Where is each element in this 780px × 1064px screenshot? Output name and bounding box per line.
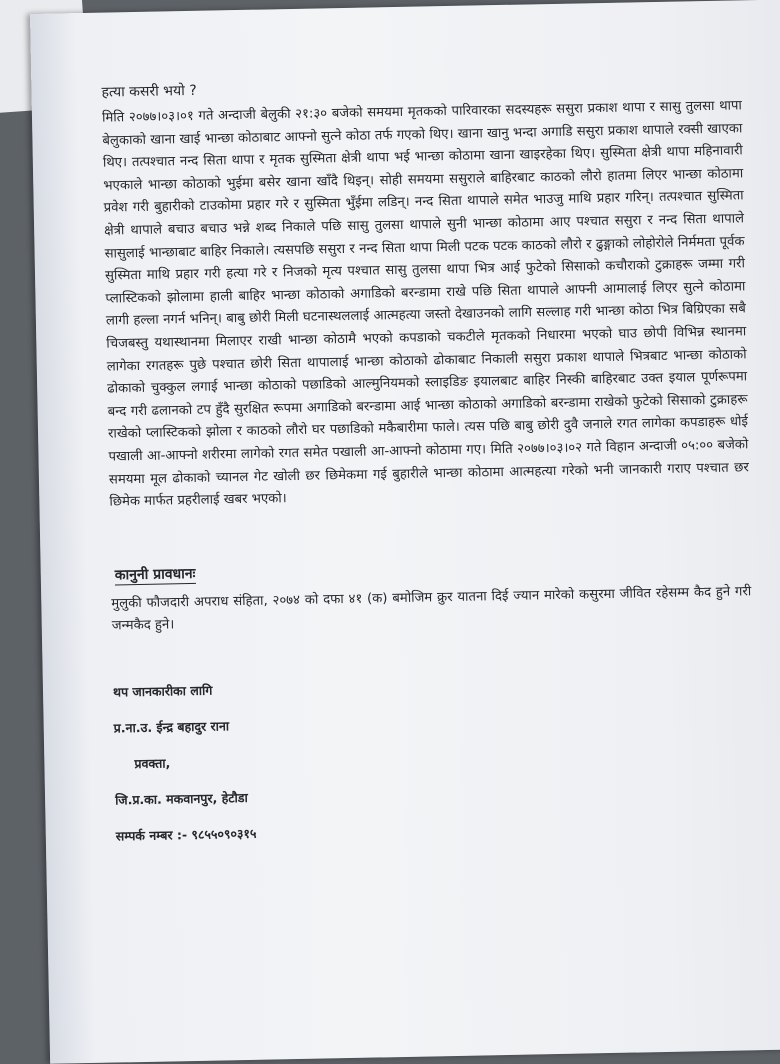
contact-number: सम्पर्क नम्बर :- ९८५५०९०३१५ xyxy=(115,825,257,844)
incident-description: मिति २०७७।०३।०१ गते अन्दाजी बेलुकी २१:३० बजेको समयमा मृतकको पारिवारका सदस्यहरू ससुरा प्रकाश थापा र सासु तुलसा थापा बेलुकाको खाना खाई भान्छा कोठाबाट आफ्नो सुत्ने कोठा तर्फ गएको थिए। खाना खानु भन्दा अगाडि ससुरा प्रकाश थापाले रक्सी खाएका थिए। तत्पश्चात नन्द सिता थापा र मृतक सुस्मिता क्षेत्री थापा भई भान्छा कोठामा खाना खाइरहेका थिए। सुस्मिता क्षेत्री थापा महिनावारी भएकाले भान्छा कोठाको भुईमा बसेर खाना खाँदै थिइन्। सोही समयमा ससुराले बाहिरबाट काठको लौरो हातमा लिएर भान्छा कोठामा प्रवेश गरी बुहारीको टाउकोमा प्रहार गरे र सुस्मिता भुँईमा लडिन्। नन्द सिता थापाले समेत भाउजु माथि प्रहार गरिन्। तत्पश्चात सुस्मिता क्षेत्री थापाले बचाउ बचाउ भन्ने शब्द निकाले पछि सासु तुलसा थापाले सुनी भान्छा कोठामा आए पश्चात ससुरा र नन्द सिता थापाले सासुलाई भान्छाबाट बाहिर निकाले। त्यसपछि ससुरा र नन्द सिता थापा मिली पटक पटक काठको लौरो र ढुङ्गाको लोहोरोले निर्ममता पूर्वक सुस्मिता माथि प्रहार गरी हत्या गरे र निजको मृत्य पश्चात सासु तुलसा थापा भित्र आई फुटेको सिसाको कचौराको टुक्राहरू जम्मा गरी प्लास्टिकको झोलामा हाली बाहिर भान्छा कोठाको अगाडिको बरन्डामा राखे पछि सिता थापाले आफ्नी आमालाई लिएर सुत्ने कोठामा लागी हल्ला नगर्न भनिन्। बाबु छोरी मिली घटनास्थललाई आत्महत्या जस्तो देखाउनको लागि सल्लाह गरी भान्छा कोठा भित्र बिग्रिएका सबै चिजबस्तु यथास्थानमा मिलाएर राखी भान्छा कोठामै भएको कपडाको चकटीले मृतकको निधारमा भएको घाउ छोपी विभिन्न स्थानमा लागेका रगतहरू पुछे पश्चात छोरी सिता थापालाई भान्छा कोठाको ढोकाबाट निकाली ससुरा प्रकाश थापाले भित्रबाट भान्छा कोठाको ढोकाको चुक्कुल लगाई भान्छा कोठाको पछाडिको आल्मुनियमको स्लाइडिङ इयालबाट बाहिर निस्की बाहिरबाट उक्त इयाल पूर्णरूपमा बन्द गरी ढलानको टप हुँदै सुरक्षित रूपमा अगाडिको बरन्डामा आई भान्छा कोठाको अगाडिको बरन्डामा राखेको फुटेको सिसाको टुक्राहरू राखेको प्लास्टिकको झोला र काठको लौरो घर पछाडिको मकैबारीमा फाले। त्यस पछि बाबु छोरी दुवै जनाले रगत लागेका कपडाहरू धोई पखाली आ-आफ्नो शरीरमा लागेको रगत समेत पखाली आ-आफ्नो कोठामा गए। मिति २०७७।०३।०२ गते विहान अन्दाजी ०५:०० बजेको समयमा मूल ढोकाको च्यानल गेट खोली छर छिमेकमा गई बुहारीले भान्छा कोठामा आत्महत्या गरेको भनी जानकारी गराए पश्चात छर छिमेक मार्फत प्रहरीलाई खबर भएको। xyxy=(101,98,749,510)
document-content xyxy=(101,70,756,863)
officer-name: प्र.ना.उ. ईन्द्र बहादुर राना xyxy=(113,718,230,736)
contact-block xyxy=(113,671,756,844)
document-page xyxy=(30,0,780,1064)
office-name: जि.प्र.का. मकवानपुर, हेटौडा xyxy=(114,789,248,808)
legal-provision-text: मुलुकी फौजदारी अपराध संहिता, २०७४ को दफा ४१ (क) बमोजिम क्रुर यातना दिई ज्यान मारेको कसुरमा जीवित रहेसम्म कैद हुने गरी जन्मकैद हुने। xyxy=(111,583,752,634)
section-heading: हत्या कसरी भयो ? xyxy=(101,82,197,101)
officer-title: प्रवक्ता, xyxy=(134,755,171,772)
contact-intro: थप जानकारीका लागि xyxy=(112,682,213,700)
legal-provision-heading: कानुनी प्रावधानः xyxy=(114,565,196,584)
